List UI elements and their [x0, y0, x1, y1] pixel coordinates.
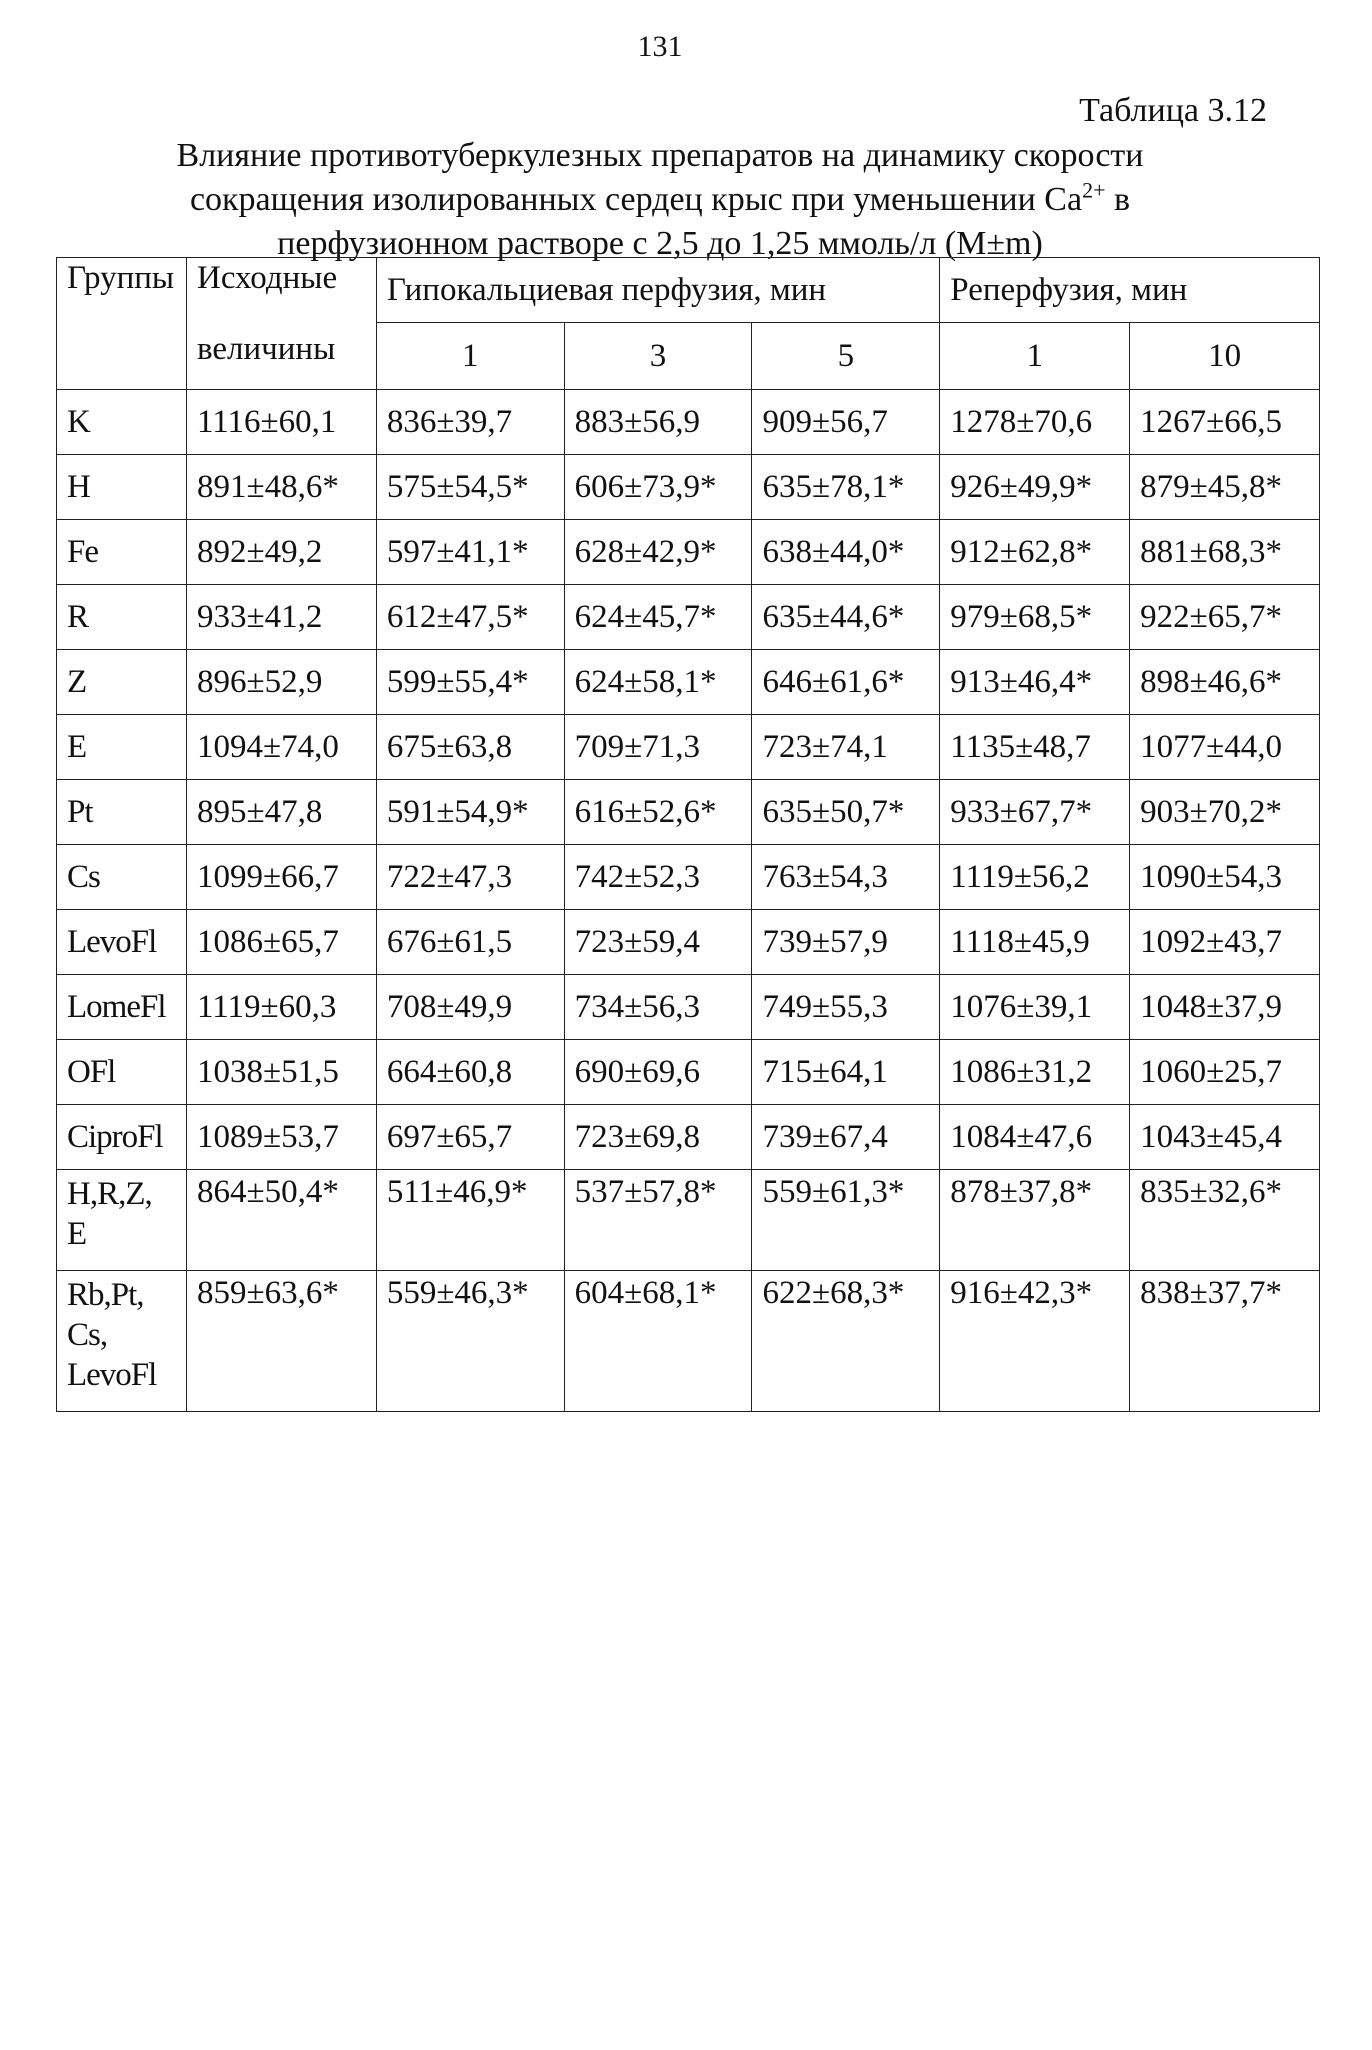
cell-initial: 1086±65,7	[186, 910, 376, 975]
cell-initial: 891±48,6*	[186, 455, 376, 520]
cell-reperf-1min: 1084±47,6	[940, 1105, 1130, 1170]
cell-reperf-1min: 1119±56,2	[940, 845, 1130, 910]
cell-group: LomeFl	[57, 975, 187, 1040]
cell-group: CiproFl	[57, 1105, 187, 1170]
cell-reperf-10min: 881±68,3*	[1130, 520, 1320, 585]
cell-hypo-5min: 638±44,0*	[752, 520, 940, 585]
cell-group: K	[57, 390, 187, 455]
cell-hypo-1min: 676±61,5	[376, 910, 564, 975]
data-table	[56, 257, 1320, 1412]
cell-hypo-1min: 612±47,5*	[376, 585, 564, 650]
header-hypo-min: 1	[376, 323, 564, 390]
cell-hypo-5min: 646±61,6*	[752, 650, 940, 715]
cell-group: H	[57, 455, 187, 520]
cell-hypo-1min: 722±47,3	[376, 845, 564, 910]
cell-hypo-1min: 575±54,5*	[376, 455, 564, 520]
cell-initial: 864±50,4*	[186, 1170, 376, 1271]
cell-reperf-10min: 922±65,7*	[1130, 585, 1320, 650]
table-caption	[80, 134, 1240, 266]
cell-hypo-5min: 635±50,7*	[752, 780, 940, 845]
cell-reperf-10min: 1077±44,0	[1130, 715, 1320, 780]
cell-hypo-3min: 723±59,4	[564, 910, 752, 975]
cell-reperf-1min: 916±42,3*	[940, 1271, 1130, 1412]
cell-reperf-1min: 912±62,8*	[940, 520, 1130, 585]
table-row	[57, 975, 1320, 1040]
cell-initial: 1116±60,1	[186, 390, 376, 455]
table-row	[57, 650, 1320, 715]
caption-line-2	[80, 178, 1240, 222]
header-reperfusion: Реперфузия, мин	[940, 258, 1320, 323]
cell-reperf-10min: 903±70,2*	[1130, 780, 1320, 845]
cell-hypo-1min: 599±55,4*	[376, 650, 564, 715]
caption-superscript: 2+	[1082, 177, 1106, 203]
cell-reperf-1min: 926±49,9*	[940, 455, 1130, 520]
table-row	[57, 1170, 1320, 1271]
header-groups: Группы	[57, 258, 187, 390]
cell-reperf-10min: 1267±66,5	[1130, 390, 1320, 455]
cell-hypo-3min: 883±56,9	[564, 390, 752, 455]
cell-initial: 892±49,2	[186, 520, 376, 585]
cell-hypo-3min: 624±45,7*	[564, 585, 752, 650]
cell-group: Cs	[57, 845, 187, 910]
cell-reperf-1min: 1086±31,2	[940, 1040, 1130, 1105]
cell-hypo-5min: 763±54,3	[752, 845, 940, 910]
cell-hypo-1min: 664±60,8	[376, 1040, 564, 1105]
header-initial-line-2: величины	[196, 331, 336, 367]
table-row	[57, 715, 1320, 780]
cell-hypo-5min: 635±44,6*	[752, 585, 940, 650]
cell-reperf-10min: 1092±43,7	[1130, 910, 1320, 975]
cell-hypo-5min: 739±57,9	[752, 910, 940, 975]
cell-hypo-1min: 708±49,9	[376, 975, 564, 1040]
header-initial-line-1: Исходные	[196, 260, 338, 296]
cell-hypo-5min: 635±78,1*	[752, 455, 940, 520]
cell-hypo-1min: 511±46,9*	[376, 1170, 564, 1271]
cell-reperf-1min: 1076±39,1	[940, 975, 1130, 1040]
cell-hypo-3min: 628±42,9*	[564, 520, 752, 585]
cell-initial: 859±63,6*	[186, 1271, 376, 1412]
cell-initial: 1094±74,0	[186, 715, 376, 780]
cell-hypo-3min: 709±71,3	[564, 715, 752, 780]
table-row	[57, 910, 1320, 975]
cell-reperf-10min: 1090±54,3	[1130, 845, 1320, 910]
cell-hypo-3min: 606±73,9*	[564, 455, 752, 520]
cell-group: OFl	[57, 1040, 187, 1105]
cell-group: Rb,Pt, Cs, LevoFl	[57, 1271, 187, 1412]
cell-initial: 1038±51,5	[186, 1040, 376, 1105]
table-row	[57, 780, 1320, 845]
cell-initial: 1089±53,7	[186, 1105, 376, 1170]
cell-group: Pt	[57, 780, 187, 845]
cell-hypo-5min: 715±64,1	[752, 1040, 940, 1105]
table-row	[57, 455, 1320, 520]
table-row	[57, 845, 1320, 910]
cell-hypo-3min: 742±52,3	[564, 845, 752, 910]
cell-initial: 1099±66,7	[186, 845, 376, 910]
cell-hypo-5min: 622±68,3*	[752, 1271, 940, 1412]
table-row	[57, 1105, 1320, 1170]
cell-hypo-3min: 690±69,6	[564, 1040, 752, 1105]
cell-reperf-1min: 1278±70,6	[940, 390, 1130, 455]
table-row	[57, 390, 1320, 455]
table-label: Таблица 3.12	[1079, 92, 1267, 129]
cell-reperf-10min: 1048±37,9	[1130, 975, 1320, 1040]
cell-reperf-10min: 1060±25,7	[1130, 1040, 1320, 1105]
cell-reperf-1min: 913±46,4*	[940, 650, 1130, 715]
cell-initial: 896±52,9	[186, 650, 376, 715]
cell-group: Fe	[57, 520, 187, 585]
header-hypo-min: 3	[564, 323, 752, 390]
header-hypocalcemic: Гипокальциевая перфузия, мин	[376, 258, 939, 323]
cell-initial: 895±47,8	[186, 780, 376, 845]
caption-line-1: Влияние противотуберкулезных препаратов на динамику скорости	[176, 137, 1144, 174]
table-row	[57, 1040, 1320, 1105]
cell-reperf-1min: 1118±45,9	[940, 910, 1130, 975]
cell-reperf-1min: 933±67,7*	[940, 780, 1130, 845]
header-initial	[186, 258, 376, 390]
cell-hypo-1min: 697±65,7	[376, 1105, 564, 1170]
header-row-1	[57, 258, 1320, 323]
cell-hypo-1min: 559±46,3*	[376, 1271, 564, 1412]
cell-hypo-5min: 739±67,4	[752, 1105, 940, 1170]
cell-initial: 933±41,2	[186, 585, 376, 650]
cell-reperf-10min: 879±45,8*	[1130, 455, 1320, 520]
cell-hypo-3min: 537±57,8*	[564, 1170, 752, 1271]
cell-reperf-1min: 878±37,8*	[940, 1170, 1130, 1271]
header-reperf-min: 1	[940, 323, 1130, 390]
cell-hypo-3min: 616±52,6*	[564, 780, 752, 845]
table-row	[57, 1271, 1320, 1412]
cell-reperf-10min: 838±37,7*	[1130, 1271, 1320, 1412]
cell-reperf-10min: 1043±45,4	[1130, 1105, 1320, 1170]
cell-group: Z	[57, 650, 187, 715]
cell-hypo-3min: 734±56,3	[564, 975, 752, 1040]
cell-group: LevoFl	[57, 910, 187, 975]
caption-line-2-text: сокращения изолированных сердец крыс при уменьшении Ca	[189, 181, 1083, 218]
cell-hypo-5min: 723±74,1	[752, 715, 940, 780]
page-number: 131	[637, 30, 683, 63]
cell-reperf-1min: 979±68,5*	[940, 585, 1130, 650]
cell-hypo-5min: 909±56,7	[752, 390, 940, 455]
cell-hypo-3min: 624±58,1*	[564, 650, 752, 715]
cell-hypo-1min: 675±63,8	[376, 715, 564, 780]
table-row	[57, 520, 1320, 585]
cell-hypo-3min: 723±69,8	[564, 1105, 752, 1170]
cell-hypo-3min: 604±68,1*	[564, 1271, 752, 1412]
cell-hypo-1min: 836±39,7	[376, 390, 564, 455]
cell-reperf-1min: 1135±48,7	[940, 715, 1130, 780]
header-hypo-min: 5	[752, 323, 940, 390]
caption-line-3: перфузионном растворе с 2,5 до 1,25 ммоль/л (M±m)	[277, 225, 1043, 262]
cell-hypo-1min: 591±54,9*	[376, 780, 564, 845]
cell-group: R	[57, 585, 187, 650]
table-row	[57, 585, 1320, 650]
cell-initial: 1119±60,3	[186, 975, 376, 1040]
cell-group: E	[57, 715, 187, 780]
cell-reperf-10min: 898±46,6*	[1130, 650, 1320, 715]
cell-reperf-10min: 835±32,6*	[1130, 1170, 1320, 1271]
cell-group: H,R,Z, E	[57, 1170, 187, 1271]
cell-hypo-5min: 749±55,3	[752, 975, 940, 1040]
header-reperf-min: 10	[1130, 323, 1320, 390]
caption-line-2-tail: в	[1105, 181, 1131, 218]
cell-hypo-5min: 559±61,3*	[752, 1170, 940, 1271]
cell-hypo-1min: 597±41,1*	[376, 520, 564, 585]
